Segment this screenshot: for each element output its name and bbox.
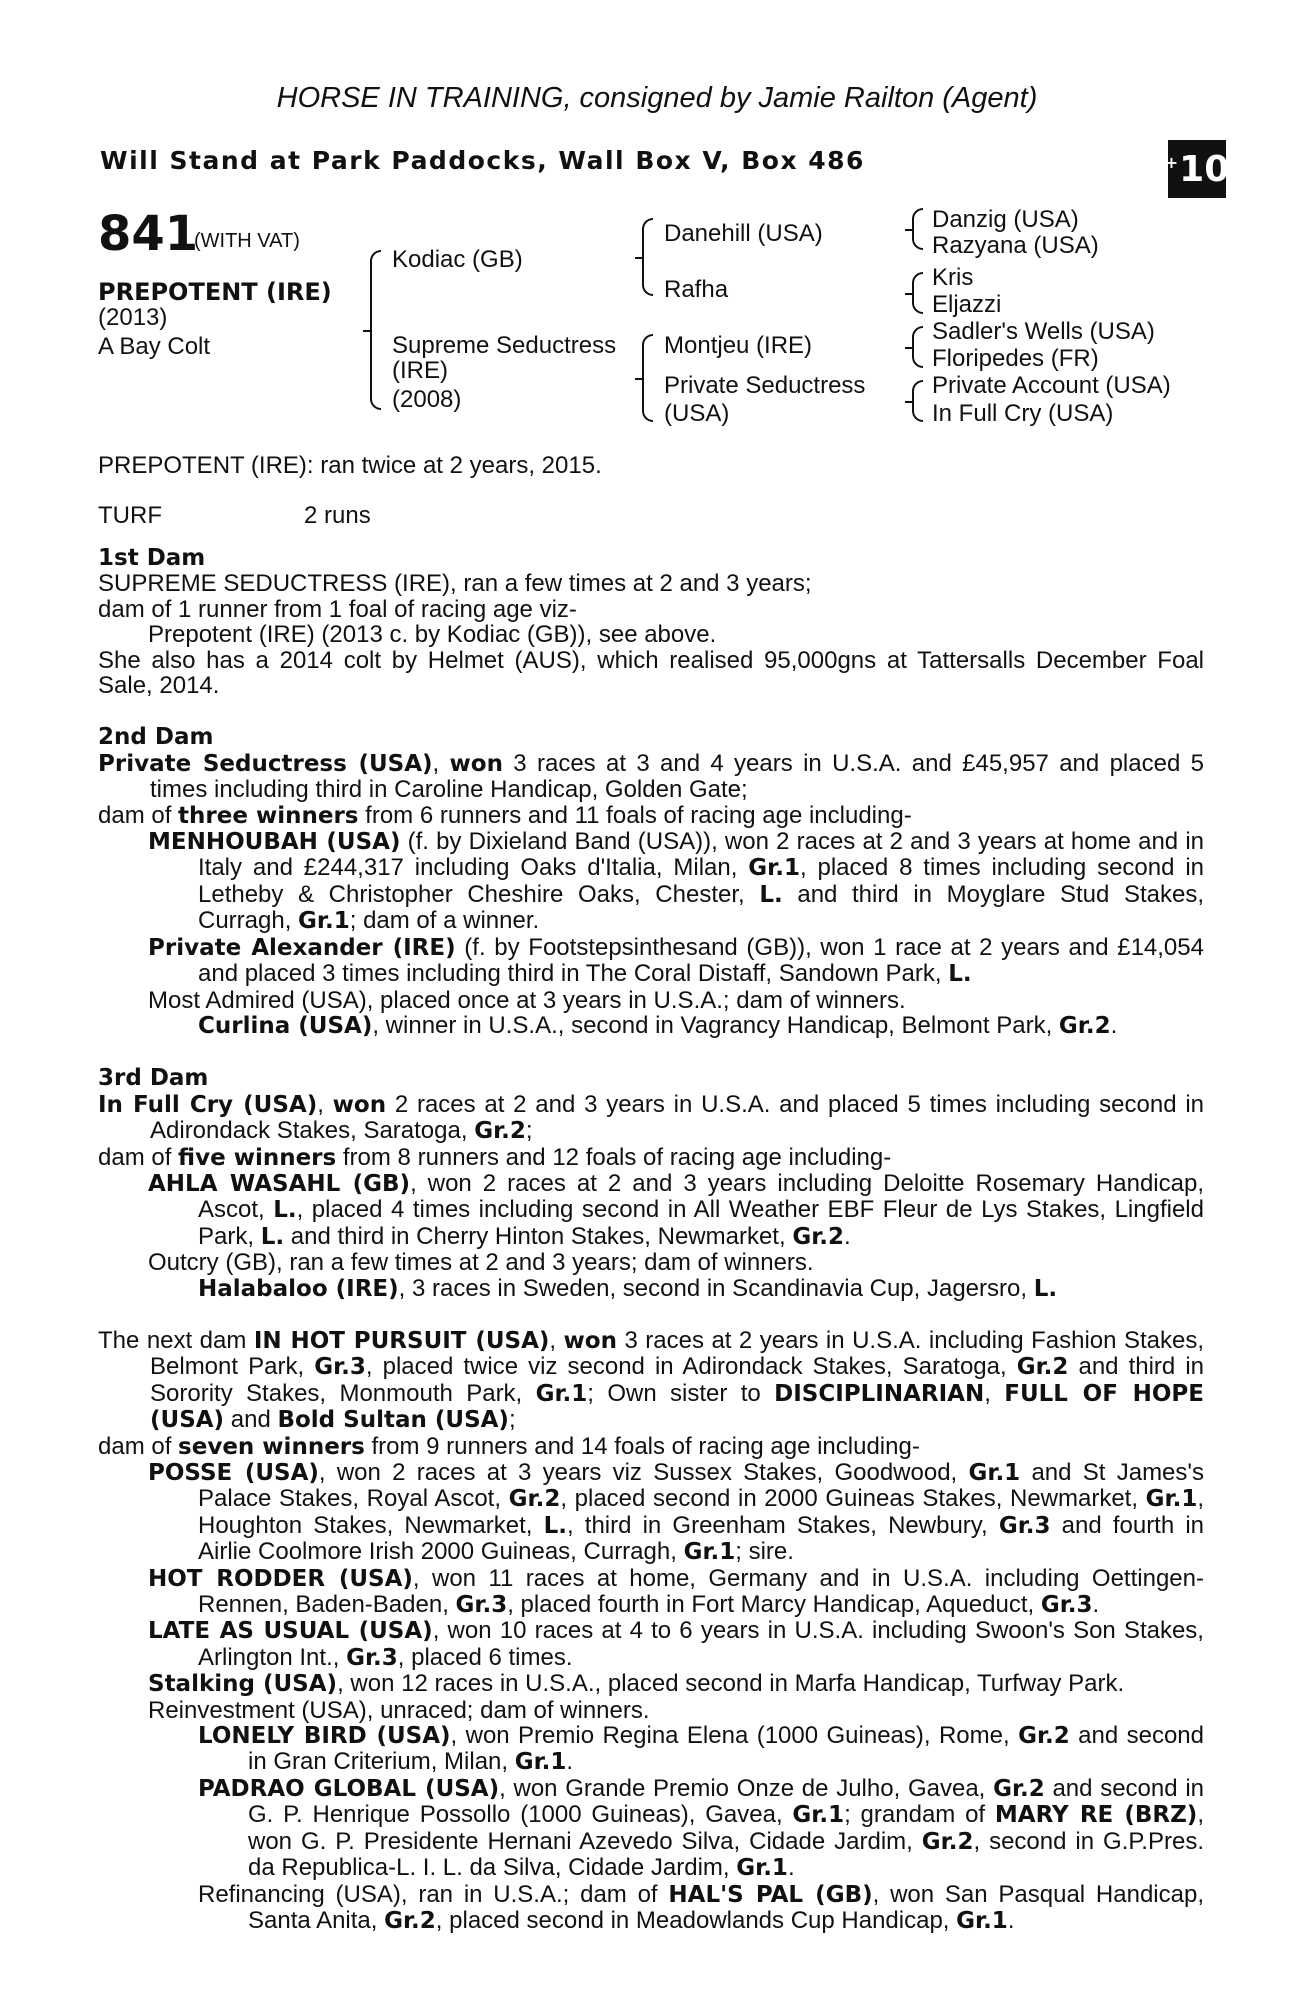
progeny-private-alexander: Private Alexander (IRE) (f. by Footstepsinthesand (GB)), won 1 race at 2 years and £14,054 and placed 3 times including third in The Coral Distaff, Sandown Park, L. bbox=[148, 933, 1204, 988]
turf-runs: 2 runs bbox=[304, 502, 371, 529]
pedigree-sire-sire: Danehill (USA) bbox=[664, 220, 823, 247]
pedigree-dss: Sadler's Wells (USA) bbox=[932, 318, 1155, 345]
progeny-menhoubah: MENHOUBAH (USA) (f. by Dixieland Band (USA)), won 2 races at 2 and 3 years at home and in Italy and £244,317 including Oaks d'Italia, Milan, Gr.1, placed 8 times including second in Letheby & Christopher Cheshire Oaks, Chester, L. and third in Moyglare Stud Stakes, Curragh, Gr.1; dam of a winner. bbox=[148, 828, 1205, 935]
second-dam-produce: dam of three winners from 6 runners and 11 foals of racing age including- bbox=[98, 801, 912, 829]
first-dam-note: She also has a 2014 colt by Helmet (AUS), which realised 95,000gns at Tattersalls December Foal Sale, 2014. bbox=[98, 646, 1204, 700]
pedigree-sds: Kris bbox=[932, 264, 974, 291]
pedigree-dam-line2: (IRE) bbox=[392, 357, 448, 384]
pedigree-brace-sd bbox=[912, 272, 923, 314]
progeny-most-admired: Most Admired (USA), placed once at 3 years in U.S.A.; dam of winners. bbox=[148, 986, 906, 1014]
vat-note: (WITH VAT) bbox=[194, 230, 300, 252]
pedigree-brace-dd bbox=[912, 380, 923, 422]
pedigree-brace-ss bbox=[912, 208, 923, 250]
progeny-posse: POSSE (USA), won 2 races at 3 years viz Sussex Stakes, Goodwood, Gr.1 and St James's Palace Stakes, Royal Ascot, Gr.2, placed second in 2000 Guineas Stakes, Newmarket, Gr.1, Houghton Stakes, Newmarket, L., third in Greenham Stakes, Newbury, Gr.3 and fourth in Airlie Coolmore Irish 2000 Guineas, Curragh, Gr.1; sire. bbox=[148, 1459, 1205, 1566]
pedigree-brace-dam bbox=[642, 334, 653, 422]
progeny-late-as-usual: LATE AS USUAL (USA), won 10 races at 4 to 6 years in U.S.A. including Swoon's Son Stakes, Arlington Int., Gr.3, placed 6 times. bbox=[148, 1617, 1204, 1671]
pedigree-brace-sire bbox=[642, 218, 653, 296]
pedigree-dam-line3: (2008) bbox=[392, 386, 462, 413]
pedigree-brace-ds bbox=[912, 326, 923, 368]
pedigree-dam-line1: Supreme Seductress bbox=[392, 332, 617, 359]
stand-location: Will Stand at Park Paddocks, Wall Box V, Box 486 bbox=[100, 146, 865, 175]
pedigree-brace-main bbox=[370, 250, 381, 410]
page-header: HORSE IN TRAINING, consigned by Jamie Railton (Agent) bbox=[276, 82, 1038, 114]
progeny-halabaloo: Halabaloo (IRE), 3 races in Sweden, second in Scandinavia Cup, Jagersro, L. bbox=[198, 1274, 1058, 1302]
race-summary: PREPOTENT (IRE): ran twice at 2 years, 2015. bbox=[98, 452, 602, 479]
progeny-outcry: Outcry (GB), ran a few times at 2 and 3 years; dam of winners. bbox=[148, 1249, 814, 1277]
progeny-curlina: Curlina (USA), winner in U.S.A., second in Vagrancy Handicap, Belmont Park, Gr.2. bbox=[198, 1011, 1118, 1039]
next-dam-record: The next dam IN HOT PURSUIT (USA), won 3 races at 2 years in U.S.A. including Fashion Stakes, Belmont Park, Gr.3, placed twice viz second in Adirondack Stakes, Saratoga, Gr.2 and third in Sorority Stakes, Monmouth Park, Gr.1; Own sister to DISCIPLINARIAN, FULL OF HOPE (USA) and Bold Sultan (USA); bbox=[98, 1326, 1205, 1434]
first-dam-line: SUPREME SEDUCTRESS (IRE), ran a few times at 2 and 3 years; bbox=[98, 570, 812, 598]
pedigree-ddd: In Full Cry (USA) bbox=[932, 400, 1114, 427]
pedigree-dam-dam-line2: (USA) bbox=[664, 400, 730, 427]
second-dam-record: Private Seductress (USA), won 3 races at 3 and 4 years in U.S.A. and £45,957 and placed 5 times including third in Caroline Handicap, Golden Gate; bbox=[98, 749, 1204, 804]
progeny-lonely-bird: LONELY BIRD (USA), won Premio Regina Elena (1000 Guineas), Rome, Gr.2 and second in Gran Criterium, Milan, Gr.1. bbox=[198, 1722, 1204, 1776]
lot-number: 841 bbox=[98, 206, 199, 262]
pedigree-dsd: Floripedes (FR) bbox=[932, 345, 1099, 372]
pedigree-dds: Private Account (USA) bbox=[932, 372, 1171, 399]
turf-label: TURF bbox=[98, 502, 162, 529]
first-dam-progeny: Prepotent (IRE) (2013 c. by Kodiac (GB)), see above. bbox=[148, 621, 717, 649]
progeny-hot-rodder: HOT RODDER (USA), won 11 races at home, Germany and in U.S.A. including Oettingen-Rennen, Baden-Baden, Gr.3, placed fourth in Fort Marcy Handicap, Aqueduct, Gr.3. bbox=[148, 1564, 1204, 1619]
first-dam-heading: 1st Dam bbox=[98, 545, 206, 571]
third-dam-heading: 3rd Dam bbox=[98, 1065, 209, 1092]
progeny-stalking: Stalking (USA), won 12 races in U.S.A., placed second in Marfa Handicap, Turfway Park. bbox=[148, 1670, 1125, 1698]
pedigree-sire-dam: Rafha bbox=[664, 276, 729, 303]
progeny-refinancing: Refinancing (USA), ran in U.S.A.; dam of HAL'S PAL (GB), won San Pasqual Handicap, Santa Anita, Gr.2, placed second in Meadowlands Cup Handicap, Gr.1. bbox=[198, 1880, 1205, 1934]
horse-description: A Bay Colt bbox=[98, 333, 211, 360]
dam-details bbox=[98, 545, 1204, 1934]
progeny-ahla-wasahl: AHLA WASAHL (GB), won 2 races at 2 and 3 years including Deloitte Rosemary Handicap, Ascot, L., placed 4 times including second in All Weather EBF Fleur de Lys Stakes, Lingfield Park, L. and third in Cherry Hinton Stakes, Newmarket, Gr.2. bbox=[148, 1169, 1204, 1250]
lot-badge bbox=[1164, 140, 1230, 198]
third-dam-record: In Full Cry (USA), won 2 races at 2 and 3 years in U.S.A. and placed 5 times including second in Adirondack Stakes, Saratoga, Gr.2; bbox=[98, 1090, 1204, 1145]
foaling-year: (2013) bbox=[98, 304, 168, 331]
first-dam-line: dam of 1 runner from 1 foal of racing age viz- bbox=[98, 595, 577, 623]
pedigree-ssd: Razyana (USA) bbox=[932, 232, 1099, 259]
next-dam-produce: dam of seven winners from 9 runners and 14 foals of racing age including- bbox=[98, 1432, 920, 1460]
pedigree-sss: Danzig (USA) bbox=[932, 206, 1079, 233]
progeny-reinvestment: Reinvestment (USA), unraced; dam of winners. bbox=[148, 1696, 650, 1724]
pedigree-dam-sire: Montjeu (IRE) bbox=[664, 332, 813, 359]
pedigree-dam-dam-line1: Private Seductress bbox=[664, 372, 866, 399]
badge-number: 10 bbox=[1179, 148, 1230, 190]
pedigree-sdd: Eljazzi bbox=[932, 291, 1002, 318]
badge-plus: + bbox=[1164, 152, 1179, 172]
third-dam-produce: dam of five winners from 8 runners and 12 foals of racing age including- bbox=[98, 1143, 892, 1171]
second-dam-heading: 2nd Dam bbox=[98, 724, 214, 751]
pedigree-sire: Kodiac (GB) bbox=[392, 246, 523, 273]
progeny-padrao-global: PADRAO GLOBAL (USA), won Grande Premio Onze de Julho, Gavea, Gr.2 and second in G. P. Henrique Possollo (1000 Guineas), Gavea, Gr.1; grandam of MARY RE (BRZ), won G. P. Presidente Hernani Azevedo Silva, Cidade Jardim, Gr.2, second in G.P.Pres. da Republica-L. I. L. da Silva, Cidade Jardim, Gr.1. bbox=[198, 1774, 1204, 1882]
horse-name: PREPOTENT (IRE) bbox=[98, 278, 332, 306]
